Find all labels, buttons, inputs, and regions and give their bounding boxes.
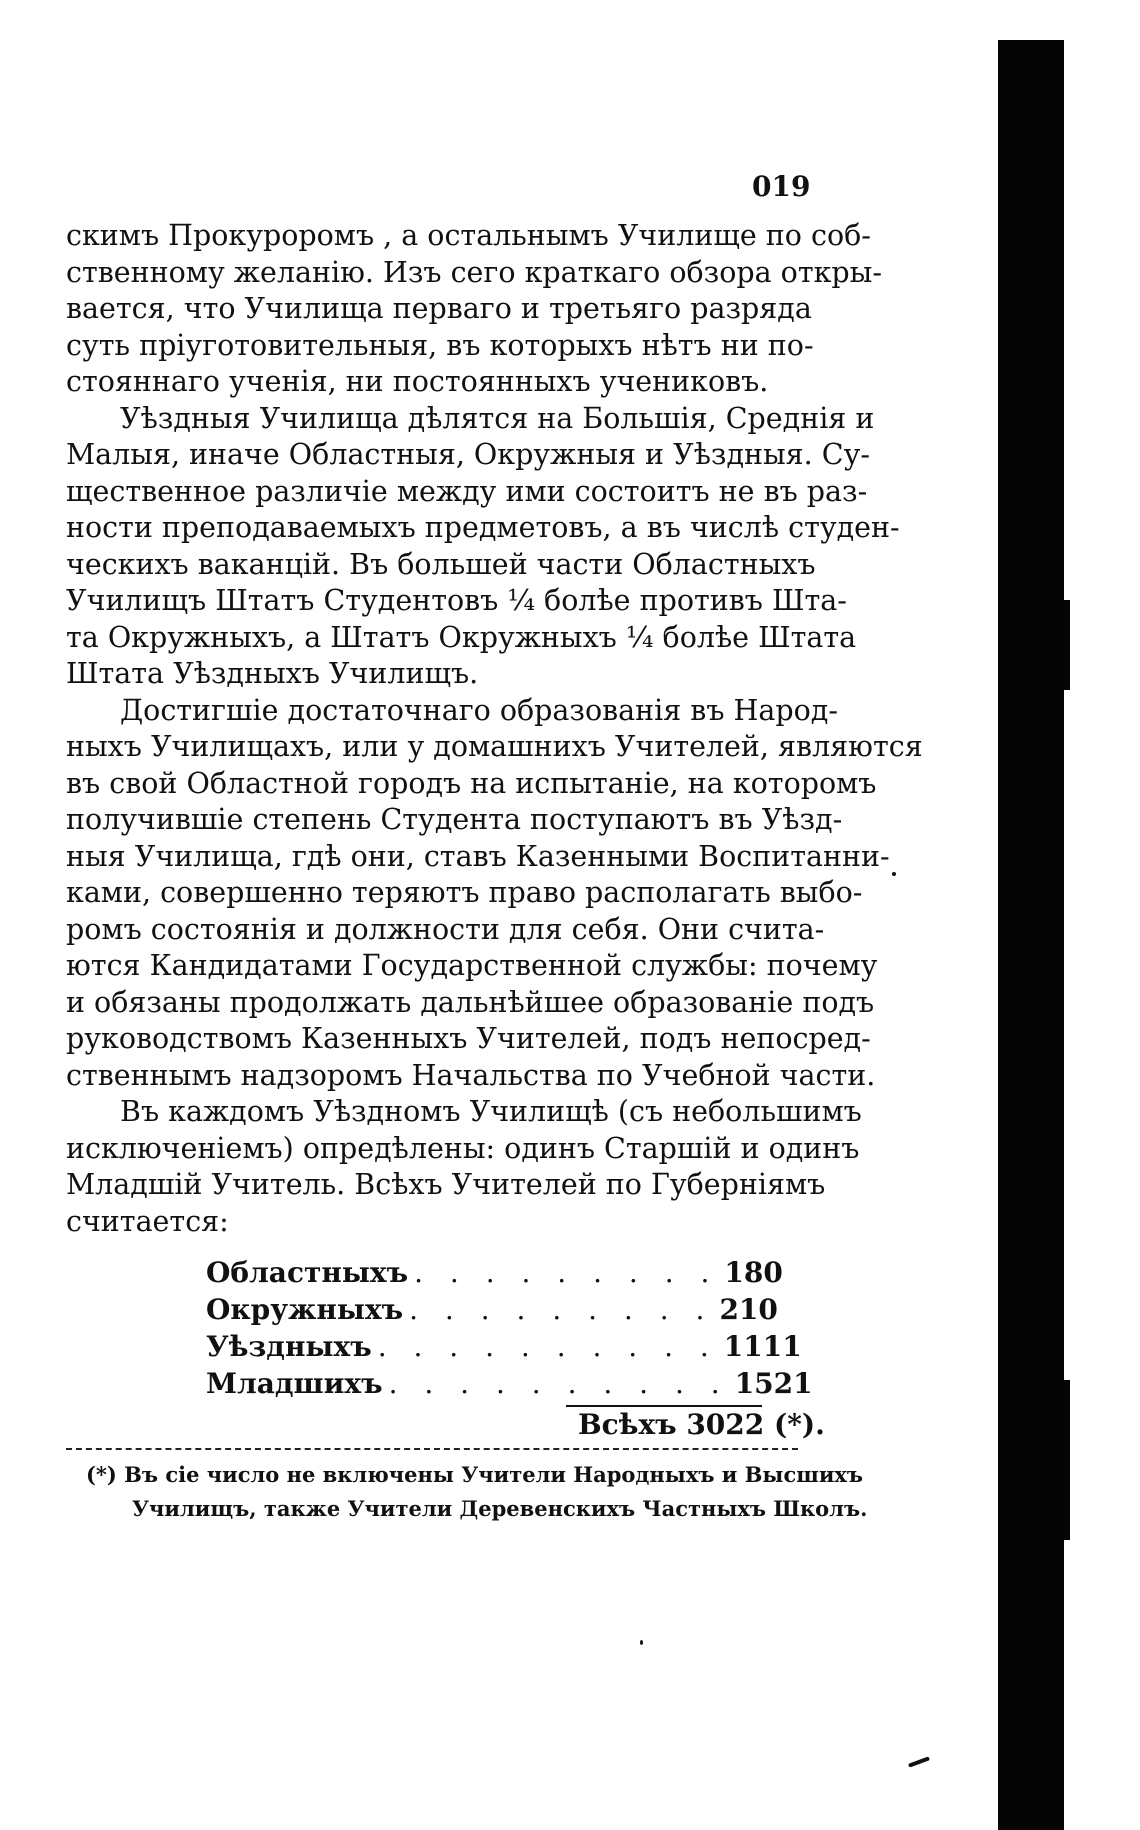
text-line: Училищъ Штатъ Студентовъ ¼ болѣе противъ Шта- xyxy=(66,584,847,617)
scan-speck xyxy=(640,1640,643,1645)
paragraph-3 xyxy=(66,693,923,1095)
text-line: ственнымъ надзоромъ Начальства по Учебной части. xyxy=(66,1058,876,1092)
totals-label: Уѣздныхъ xyxy=(206,1330,372,1363)
dot-leader: . . . . . . . . . . xyxy=(388,1367,729,1400)
totals-value: 1111 xyxy=(723,1330,802,1363)
text-line: получившіе степень Студента поступаютъ въ Уѣзд- xyxy=(66,803,843,836)
text-line: Достигшіе достаточнаго образованія въ Народ- xyxy=(120,693,838,727)
dot-leader: . . . . . . . . . xyxy=(414,1256,719,1289)
text-line: исключеніемъ) опредѣлены: одинъ Старшій и одинъ xyxy=(66,1131,860,1165)
totals-label: Младшихъ xyxy=(206,1367,383,1400)
list-item xyxy=(206,1365,813,1402)
totals-value: 1521 xyxy=(734,1367,813,1400)
scan-dark-edge-fragment xyxy=(1030,1380,1070,1540)
text-line: Уѣздныя Училища дѣлятся на Большія, Среднія и xyxy=(120,401,875,435)
totals-value: 180 xyxy=(724,1256,783,1289)
scan-speck xyxy=(892,872,896,876)
text-line: руководствомъ Казенныхъ Учителей, подъ непосред- xyxy=(66,1022,871,1055)
text-line: ныхъ Училищахъ, или у домашнихъ Учителей, являются xyxy=(66,730,923,763)
text-line: ческихъ ваканцій. Въ большей части Областныхъ xyxy=(66,547,816,581)
dot-leader: . . . . . . . . . xyxy=(409,1293,714,1326)
page-number: 019 xyxy=(752,170,811,203)
scan-speck xyxy=(908,1756,930,1767)
text-line: вается, что Училища перваго и третьяго разряда xyxy=(66,292,812,325)
text-line: и обязаны продолжать дальнѣйшее образованіе подъ xyxy=(66,985,875,1019)
footnote-line: (*) Въ сіе число не включены Учители Народныхъ и Высшихъ xyxy=(86,1462,864,1487)
grand-total: Всѣхъ 3022 (*). xyxy=(578,1408,825,1441)
text-line: ются Кандидатами Государственной службы: почему xyxy=(66,949,878,982)
sum-rule xyxy=(566,1405,762,1407)
text-line: Штата Уѣздныхъ Училищъ. xyxy=(66,657,479,690)
footnote xyxy=(86,1458,868,1526)
scan-dark-edge xyxy=(998,40,1064,1830)
text-line: щественное различіе между ими состоитъ не въ раз- xyxy=(66,474,868,508)
text-line: та Окружныхъ, а Штатъ Окружныхъ ¼ болѣе Штата xyxy=(66,620,857,654)
footnote-divider xyxy=(66,1448,798,1450)
text-line: ныя Училища, гдѣ они, ставъ Казенными Воспитанни- xyxy=(66,839,890,873)
dot-leader: . . . . . . . . . . xyxy=(377,1330,718,1363)
text-line: Въ каждомъ Уѣздномъ Училищѣ (съ небольшимъ xyxy=(120,1095,862,1128)
paragraph-1 xyxy=(66,218,882,401)
totals-label: Областныхъ xyxy=(206,1256,409,1289)
scan-dark-edge-fragment xyxy=(1040,600,1070,690)
list-item xyxy=(206,1254,783,1291)
list-item xyxy=(206,1291,778,1328)
text-line: ственному желанію. Изъ сего краткаго обзора откры- xyxy=(66,255,882,289)
text-line: скимъ Прокуроромъ , а остальнымъ Училище по соб- xyxy=(66,219,871,252)
text-line: Младшій Учитель. Всѣхъ Учителей по Губерніямъ xyxy=(66,1168,826,1201)
totals-label: Окружныхъ xyxy=(206,1293,404,1326)
text-line: Малыя, иначе Областныя, Окружныя и Уѣздныя. Су- xyxy=(66,438,870,471)
paragraph-4 xyxy=(66,1094,862,1240)
teacher-totals-list xyxy=(206,1254,813,1402)
text-line: считается: xyxy=(66,1204,229,1238)
list-item xyxy=(206,1328,802,1365)
text-line: стояннаго ученія, ни постоянныхъ учениковъ. xyxy=(66,365,769,398)
text-line: ности преподаваемыхъ предметовъ, а въ числѣ студен- xyxy=(66,511,900,544)
text-line: ками, совершенно теряютъ право располагать выбо- xyxy=(66,876,863,909)
text-line: ромъ состоянія и должности для себя. Они счита- xyxy=(66,912,825,946)
text-line: суть пріуготовительныя, въ которыхъ нѣтъ ни по- xyxy=(66,328,814,362)
totals-value: 210 xyxy=(719,1293,778,1326)
body-text xyxy=(66,218,923,1240)
footnote-line: Училищъ, также Учители Деревенскихъ Частныхъ Школъ. xyxy=(132,1496,868,1521)
paragraph-2 xyxy=(66,401,900,693)
text-line: въ свой Областной городъ на испытаніе, на которомъ xyxy=(66,766,877,800)
